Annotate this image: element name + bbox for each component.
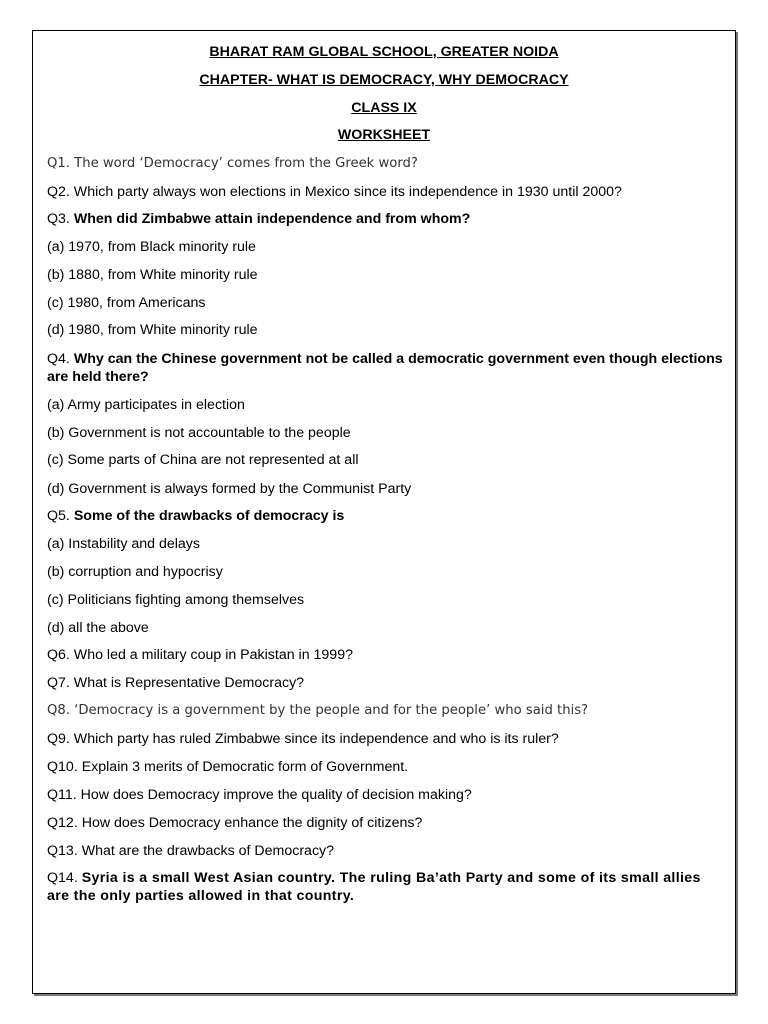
question-14 [47, 869, 727, 905]
question-5-option-b: (b) corruption and hypocrisy [47, 564, 223, 580]
question-4 [47, 350, 727, 386]
question-4-number: Q4. [47, 351, 70, 367]
question-14-number: Q14. [47, 870, 78, 886]
question-4-option-c: (c) Some parts of China are not represented at all [47, 452, 359, 468]
question-3-option-b: (b) 1880, from White minority rule [47, 267, 258, 283]
question-3 [47, 210, 727, 228]
question-5-option-d: (d) all the above [47, 620, 149, 636]
question-4-option-d: (d) Government is always formed by the Communist Party [47, 481, 412, 497]
question-5-number: Q5. [47, 508, 70, 524]
worksheet-title: WORKSHEET [337, 127, 431, 143]
question-5-text: Some of the drawbacks of democracy is [73, 508, 345, 524]
question-8: Q8. ‘Democracy is a government by the people and for the people’ who said this? [47, 703, 589, 718]
question-7: Q7. What is Representative Democracy? [47, 675, 305, 691]
question-5 [47, 507, 727, 525]
question-3-option-c: (c) 1980, from Americans [47, 295, 206, 311]
question-14-text: Syria is a small West Asian country. The ruling Ba’ath Party and some of its small allies are the only parties allowed in that country. [47, 870, 701, 904]
question-4-option-a: (a) Army participates in election [47, 397, 245, 413]
question-4-text: Why can the Chinese government not be called a democratic government even though elections are held there? [47, 351, 723, 385]
question-4-option-b: (b) Government is not accountable to the people [47, 425, 351, 441]
question-9: Q9. Which party has ruled Zimbabwe since its independence and who is its ruler? [47, 731, 559, 747]
question-11: Q11. How does Democracy improve the quality of decision making? [47, 787, 472, 803]
school-name: BHARAT RAM GLOBAL SCHOOL, GREATER NOIDA [209, 44, 559, 60]
question-3-option-a: (a) 1970, from Black minority rule [47, 239, 256, 255]
question-1: Q1. The word ‘Democracy’ comes from the Greek word? [47, 156, 418, 171]
chapter-title: CHAPTER- WHAT IS DEMOCRACY, WHY DEMOCRACY [199, 72, 569, 88]
question-2: Q2. Which party always won elections in Mexico since its independence in 1930 until 2000? [47, 184, 622, 200]
question-5-option-c: (c) Politicians fighting among themselves [47, 592, 305, 608]
question-3-text: When did Zimbabwe attain independence and from whom? [73, 211, 471, 227]
question-5-option-a: (a) Instability and delays [47, 536, 200, 552]
question-13: Q13. What are the drawbacks of Democracy? [47, 843, 335, 859]
class-label: CLASS IX [351, 100, 417, 116]
question-3-number: Q3. [47, 211, 70, 227]
question-12: Q12. How does Democracy enhance the dignity of citizens? [47, 815, 423, 831]
question-10: Q10. Explain 3 merits of Democratic form of Government. [47, 759, 409, 775]
question-6: Q6. Who led a military coup in Pakistan in 1999? [47, 647, 353, 663]
question-3-option-d: (d) 1980, from White minority rule [47, 322, 258, 338]
